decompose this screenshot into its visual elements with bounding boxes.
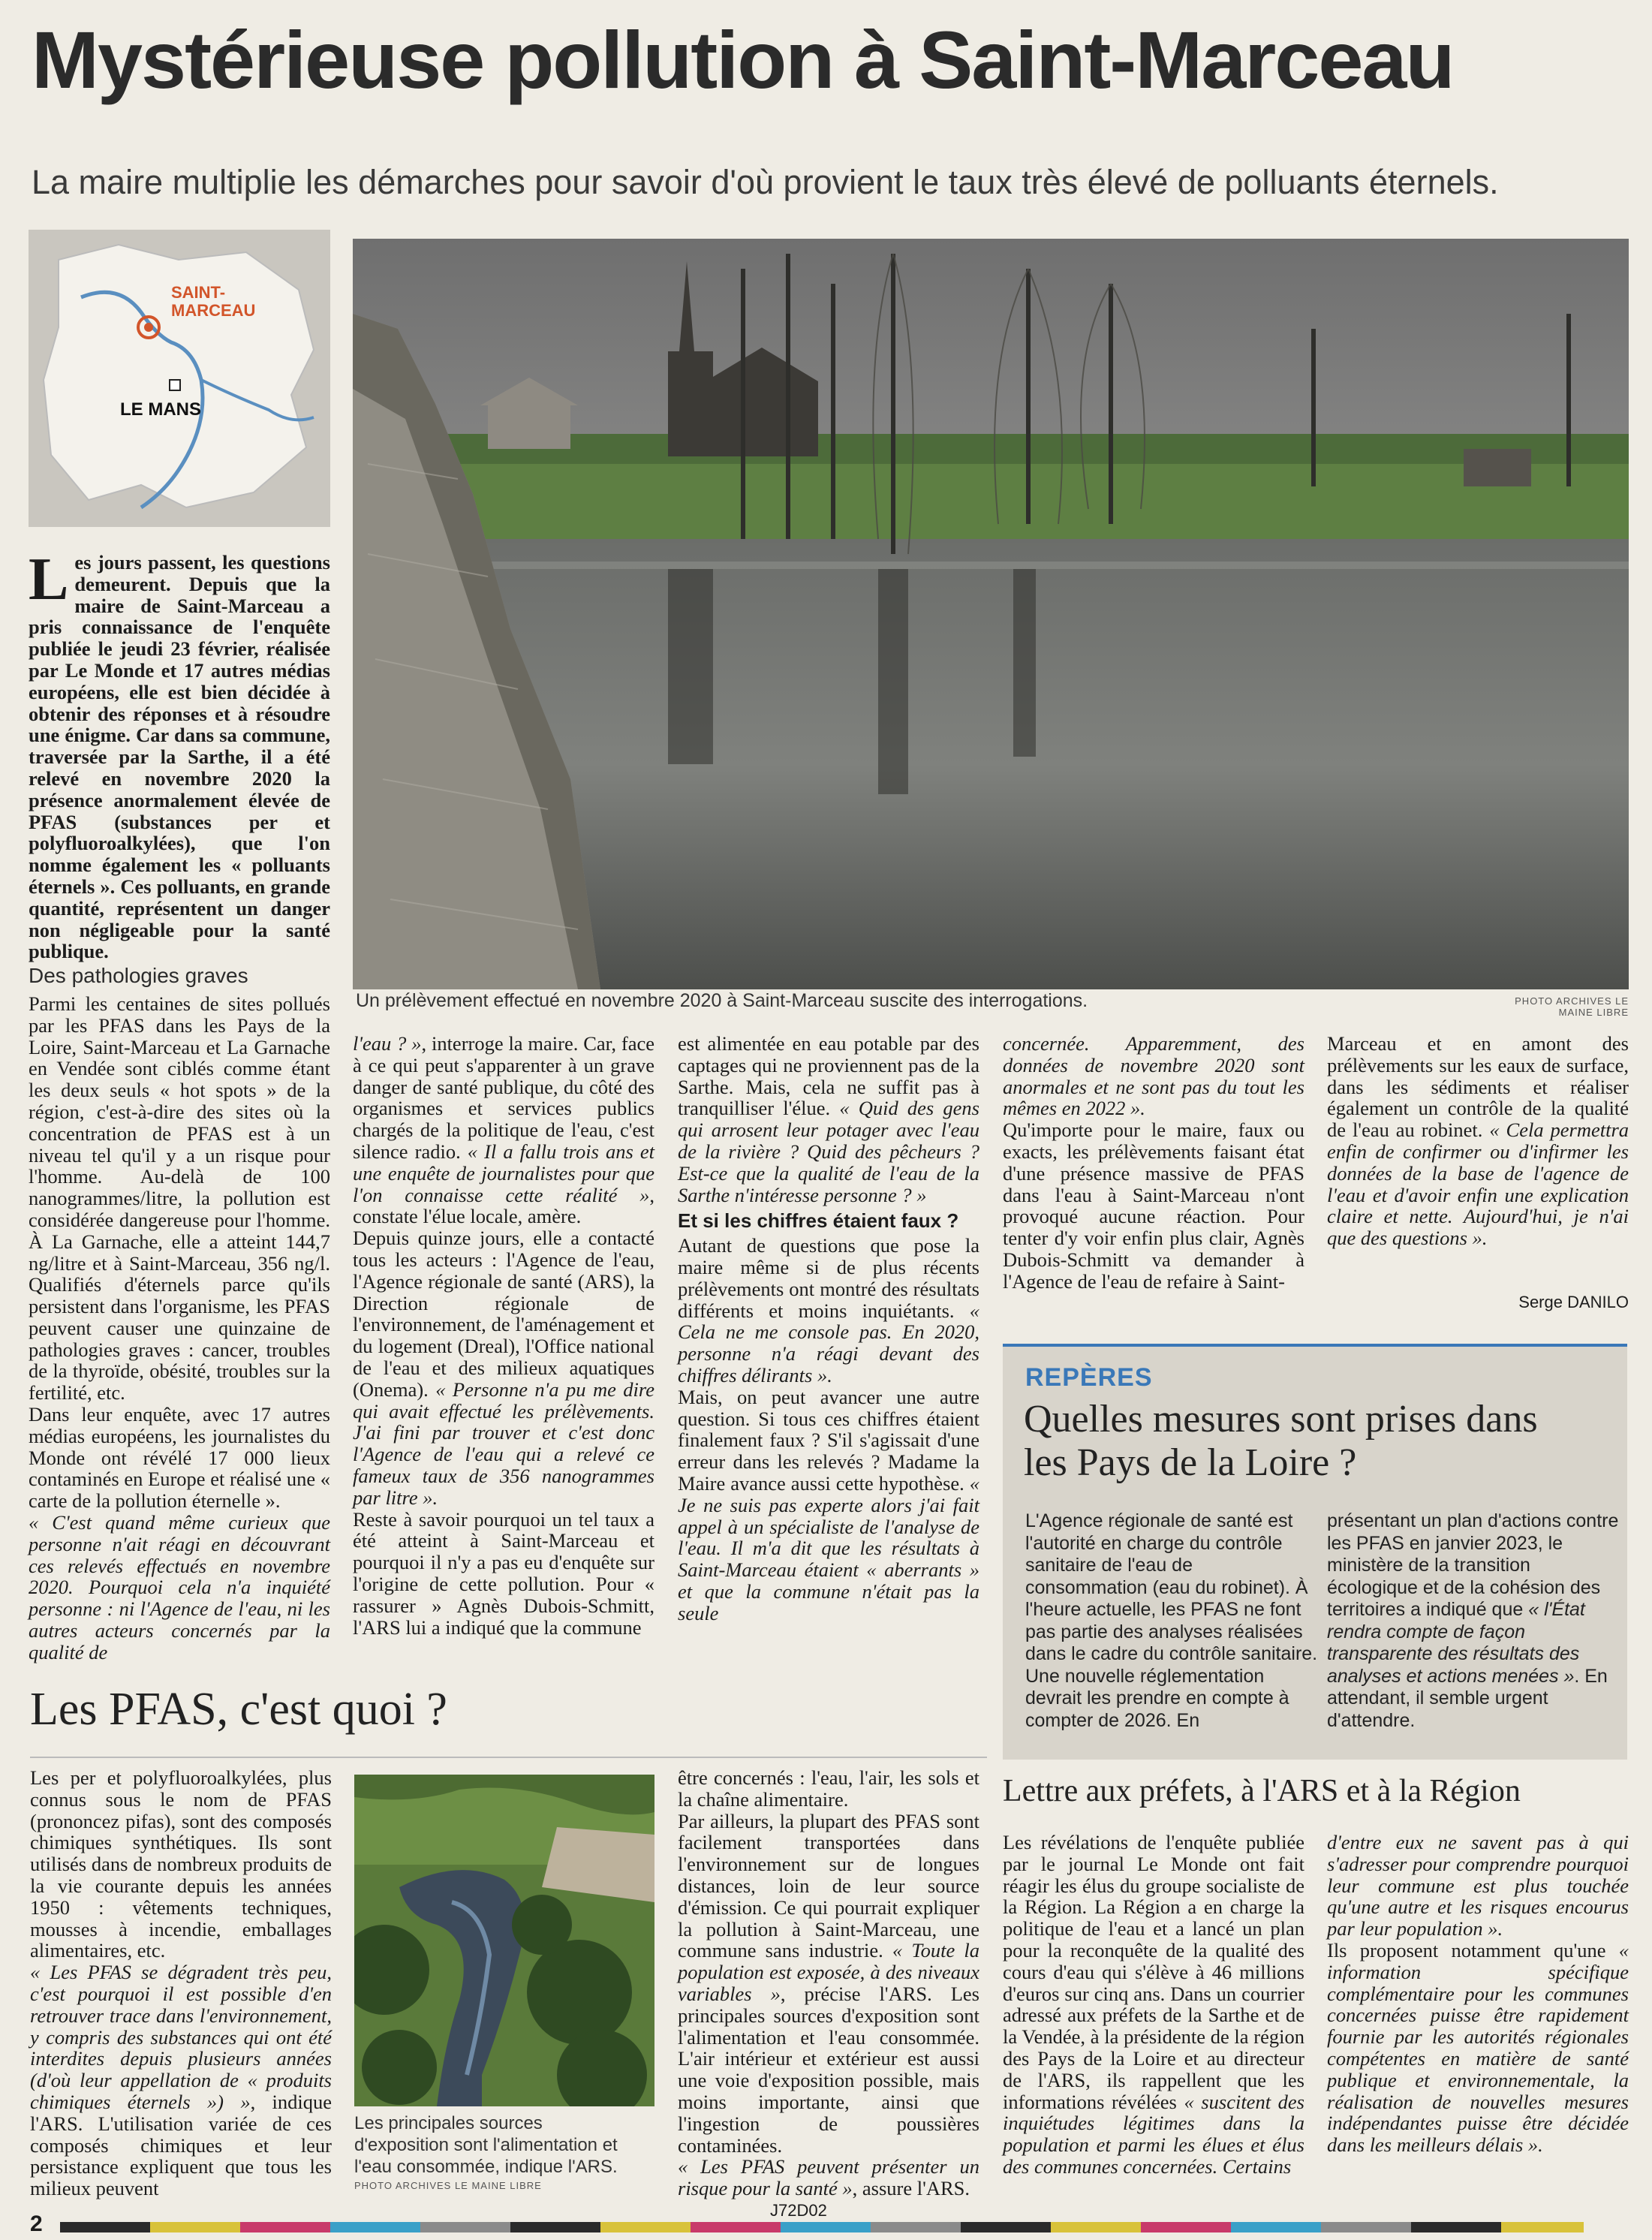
quote: « suscitent des inquiétudes légitimes dans la population et parmi les élues et élus des communes concernées. Certains — [1003, 2090, 1304, 2178]
paragraph: Marceau et en amont des prélèvements sur les eaux de surface, dans les sédiments et réaliser également un contrôle de la qualité de l'eau au robinet. « Cela permettra enfin de confirmer ou d'infirmer les données de la base de l'agence de l'eau et d'avoir enfin une explication claire et nette. Aujourd'hui, je n'ai que des questions ». — [1327, 1032, 1629, 1250]
quote: « Les PFAS peuvent présenter un risque pour la santé » — [678, 2155, 979, 2200]
map-label-city: LE MANS — [120, 399, 201, 420]
quote: « Personne n'a pu me dire qui avait effectué les prélèvements. J'ai fini par trouver et c'est donc l'Agence de l'eau qui a relevé ce fameux taux de 356 nanogrammes par litre ». — [353, 1377, 654, 1509]
pfas-photo — [354, 1775, 654, 2106]
pfas-rule — [30, 1757, 987, 1758]
paragraph: « Les PFAS peuvent présenter un risque pour la santé », assure l'ARS. — [678, 2155, 979, 2200]
reperes-column-1: L'Agence régionale de santé est l'autorité en charge du contrôle sanitaire de l'eau de consommation (eau du robinet). À l'heure actuelle, les PFAS ne font pas partie des analyses réalisées dans le cadre du contrôle sanitaire. Une nouvelle réglementation devrait les prendre en compte à compter de 2026. En — [1025, 1510, 1318, 1731]
locator-map — [29, 230, 330, 527]
paragraph: Parmi les centaines de sites pollués par les PFAS dans les Pays de la Loire, Saint-Marceau et La Garnache en Vendée sont ciblés comme étant les deux seuls « hot spots » de la région, c'est-à-dire des sites où la concentration de PFAS est à un niveau tel qu'il y a un risque pour l'homme. Au-delà de 100 nanogrammes/litre, la pollution est considérée dangereuse pour l'homme. À La Garnache, elle a atteint 144,7 ng/litre et à Saint-Marceau, 356 ng/l. Qualifiés d'éternels parce qu'ils persistent dans l'organisme, les PFAS peuvent causer une quinzaine de pathologies graves : cancer, troubles de la thyroïde, obésité, troubles sur la fertilité, etc. — [29, 992, 330, 1405]
paragraph: Depuis quinze jours, elle a contacté tous les acteurs : l'Agence de l'eau, l'Agence régionale de santé (ARS), la Direction régionale de l'environnement, de l'aménagement et du logement (Dreal), l'Office national de l'eau et des milieux aquatiques (Onema). « Personne n'a pu me dire qui avait effectué les prélèvements. J'ai fini par trouver et c'est donc l'Agence de l'eau qui a relevé ce fameux taux de 356 nanogrammes par litre ». — [353, 1227, 654, 1509]
paragraph: l'eau ? », interroge la maire. Car, face à ce qui peut s'apparenter à un grave danger de santé publique, du côté des organismes et services publics chargés de la politique de l'eau, c'est silence radio. « Il a fallu trois ans et une enquête de journalistes pour que l'on connaisse cette réalité », constate l'élue locale, amère. — [353, 1032, 654, 1228]
paragraph: Par ailleurs, la plupart des PFAS sont facilement transportées dans l'environnement sur de longues distances, loin de leur source d'émission. Ce qui pourrait expliquer la pollution à Saint-Marceau, une commune sans industrie. « Toute la population est exposée, à des niveaux variables », précise l'ARS. Les principales sources d'exposition sont l'alimentation et l'eau consommée. L'air intérieur et extérieur est aussi une voie d'exposition possible, mais moins importante, ainsi que l'ingestion de poussières contaminées. — [678, 1809, 979, 2157]
quote: « information spécifique complémentaire pour les communes concernées puisse être rapidement fournie par les autorités régionales compétentes en matière de santé publique et environnementale, la réalisation de nouvelles mesures indépendantes puisse être décidée dans les meilleurs délais ». — [1327, 1938, 1629, 2157]
paragraph: Autant de questions que pose la maire même si de plus récents prélèvements ont montré des résultats différents et moins inquiétants. « Cela ne me console pas. En 2020, personne n'a réagi devant des chiffres délirants ». — [678, 1234, 979, 1386]
reperes-box — [1003, 1344, 1627, 1760]
lettre-column-1 — [1003, 1832, 1304, 2178]
quote-paragraph: concernée. Apparemment, des données de novembre 2020 sont anormales et ne sont pas du tout les mêmes en 2022 ». — [1003, 1032, 1304, 1120]
pfas-column-3 — [678, 1767, 979, 2199]
drop-cap: L — [29, 546, 69, 613]
print-color-bar — [60, 2222, 1629, 2232]
photo-caption: Un prélèvement effectué en novembre 2020 à Saint-Marceau suscite des interrogations. — [356, 990, 1088, 1011]
article-column-2 — [353, 1033, 654, 1638]
page-subtitle: La maire multiplie les démarches pour savoir d'où provient le taux très élevé de polluants éternels. — [32, 163, 1499, 201]
paragraph: est alimentée en eau potable par des captages qui ne proviennent pas de la Sarthe. Mais, cela ne suffit pas à tranquilliser l'élue. « Quid des gens qui arrosent leur potager avec l'eau de la rivière ? Quid des pêcheurs ? Est-ce que la qualité de l'eau de la Sarthe n'intéresse personne ? » — [678, 1032, 979, 1206]
reperes-column-2: présentant un plan d'actions contre les PFAS en janvier 2023, le ministère de la transition écologique et de la cohésion des territoires a indiqué que « l'État rendra compte de façon transparente des résultats des analyses et actions menées ». En attendant, il semble urgent d'attendre. — [1327, 1510, 1619, 1731]
pfas-heading: Les PFAS, c'est quoi ? — [30, 1684, 447, 1735]
reperes-title: Quelles mesures sont prises dans les Pays de la Loire ? — [1024, 1398, 1538, 1484]
map-label-town-1: SAINT- — [171, 283, 226, 302]
paragraph: Les per et polyfluoroalkylées, plus connus sous le nom de PFAS (prononcez pifas), sont des composés chimiques synthétiques. Ils sont utilisés dans de nombreux produits de la vie courante depuis les années 1950 : vêtements techniques, mousses à incendie, emballages alimentaires, etc. — [30, 1766, 332, 1962]
quote: « l'État rendra compte de façon transparente des résultats des analyses et actions menées » — [1327, 1599, 1585, 1687]
page-title: Mystérieuse pollution à Saint-Marceau — [32, 14, 1454, 105]
quote: « Cela permettra enfin de confirmer ou d'infirmer les données de la base de l'agence de l'eau et d'avoir enfin une explication claire et nette. Aujourd'hui, je n'ai que des questions ». — [1327, 1118, 1629, 1250]
article-column-3 — [678, 1033, 979, 1624]
paragraph: Les révélations de l'enquête publiée par le journal Le Monde ont fait réagir les élus du groupe socialiste de la Région. La Région a en charge la politique de l'eau et a lancé un plan pour la reconquête de la qualité des cours d'eau qui s'élève à 46 millions d'euros sur cinq ans. Dans un courrier adressé aux préfets de la Sarthe et de la Vendée, à la présidente de la région des Pays de la Loire et au directeur de l'ARS, ils rappellent que les informations révélées « suscitent des inquiétudes légitimes dans la population et parmi les élues et élus des communes concernées. Certains — [1003, 1831, 1304, 2178]
quote: « Cela ne me console pas. En 2020, personne n'a réagi devant des chiffres délirants ». — [678, 1299, 979, 1386]
article-column-4 — [1003, 1033, 1304, 1293]
pfas-photo-caption: Les principales sources d'exposition sont l'alimentation et l'eau consommée, indique l'ARS. — [354, 2113, 618, 2177]
quote: « Je ne suis pas experte alors j'ai fait appel à un spécialiste de l'analyse de l'eau. Il m'a dit que les résultats à Saint-Marceau étaient « aberrants » et que la commune n'était pas la seule — [678, 1471, 979, 1624]
quote: l'eau ? » — [353, 1032, 422, 1055]
article-signature: Serge DANILO — [1518, 1293, 1629, 1311]
reperes-tag: REPÈRES — [1025, 1363, 1153, 1392]
paragraph: Ils proposent notamment qu'une « information spécifique complémentaire pour les communes concernées puisse être rapidement fournie par les autorités régionales compétentes en matière de santé publique et environnementale, la réalisation de nouvelles mesures indépendantes puisse être décidée dans les meilleurs délais ». — [1327, 1938, 1629, 2157]
paragraph: Dans leur enquête, avec 17 autres médias européens, les journalistes du Monde ont révélé 17 000 lieux contaminés en Europe et réalisé une « carte de la pollution éternelle ». — [29, 1403, 330, 1513]
river-aerial-photo — [354, 1775, 654, 2106]
map-label-town-2: MARCEAU — [171, 301, 256, 320]
quote-paragraph: « C'est quand même curieux que personne n'ait réagi en découvrant ces relevés effectués en novembre 2020. Pourquoi cela n'a inquiété personne : ni l'Agence de l'eau, ni les autres acteurs concernés par la qualité de — [29, 1511, 330, 1663]
paragraph: Mais, on peut avancer une autre question. Si tous ces chiffres étaient finalement faux ? S'il s'agissait d'une erreur dans les relevés ? Madame la Maire avance aussi cette hypothèse. « Je ne suis pas experte alors j'ai fait appel à un spécialiste de l'analyse de l'eau. Il m'a dit que les résultats à Saint-Marceau étaient « aberrants » et que la commune n'était pas la seule — [678, 1385, 979, 1624]
photo-credit: PHOTO ARCHIVES LE MAINE LIBRE — [1515, 995, 1629, 1018]
paragraph: « Les PFAS se dégradent très peu, c'est pourquoi il est possible d'en retrouver trace dans l'environnement, y compris des substances qui ont été interdites depuis plusieurs années (d'où leur appellation de « produits chimiques éternels ») », indique l'ARS. L'utilisation variée de ces composés chimiques et leur persistance expliquent que tous les milieux peuvent — [30, 1961, 332, 2200]
article-lead — [29, 546, 330, 963]
pfas-column-1 — [30, 1767, 332, 2199]
quote-paragraph: d'entre eux ne savent pas à qui s'adresser pour comprendre pourquoi leur commune est plus touchée qu'une autre et les risques encourus par leur population ». — [1327, 1831, 1629, 1940]
locator-map-graphic — [29, 230, 330, 527]
article-lead-text: es jours passent, les questions demeurent. Depuis que la maire de Saint-Marceau a pris connaissance de l'enquête publiée le jeudi 23 février, réalisée par Le Monde et 17 autres médias européens, elle est bien décidée à obtenir des réponses et à résoudre une énigme. Car dans sa commune, traversée par la Sarthe, il a été relevé en novembre 2020 la présence anormalement élevée de PFAS (substances per et polyfluoroalkylées), que l'on nomme également les « polluants éternels ». Ces polluants, en grande quantité, représentent un danger non négligeable pour la santé publique. — [29, 551, 330, 963]
lettre-heading: Lettre aux préfets, à l'ARS et à la Région — [1003, 1774, 1521, 1808]
paragraph: Qu'importe pour le maire, faux ou exacts, les prélèvements faisant état d'une présence massive de PFAS dans l'eau à Saint-Marceau n'ont provoqué aucune réaction. Pour tenter d'y voir enfin plus clair, Agnès Dubois-Schmitt va demander à l'Agence de l'eau de refaire à Saint- — [1003, 1118, 1304, 1293]
subhead-pathologies: Des pathologies graves — [29, 964, 248, 988]
subhead-chiffres: Et si les chiffres étaient faux ? — [678, 1209, 959, 1233]
pfas-photo-credit: PHOTO ARCHIVES LE MAINE LIBRE — [354, 2180, 542, 2191]
lettre-column-2 — [1327, 1832, 1629, 2156]
river-church-photo — [353, 239, 1629, 989]
quote: « Toute la population est exposée, à des niveaux variables » — [678, 1939, 979, 2005]
paragraph: être concernés : l'eau, l'air, les sols et la chaîne alimentaire. — [678, 1766, 979, 1811]
article-column-5 — [1327, 1033, 1629, 1249]
quote: « Quid des gens qui arrosent leur potager avec l'eau de la rivière ? Quid des pêcheurs ? Est-ce que la qualité de l'eau de la Sarthe n'intéresse personne ? » — [678, 1097, 979, 1206]
quote: « Les PFAS se dégradent très peu, c'est pourquoi il est possible d'en retrouver trace dans l'environnement, y compris des substances qui ont été interdites depuis plusieurs années (d'où leur appellation de « produits chimiques éternels ») » — [30, 1961, 332, 2113]
main-photo — [353, 239, 1629, 989]
page-number: 2 — [30, 2211, 43, 2236]
paragraph: Reste à savoir pourquoi un tel taux a été atteint à Saint-Marceau et pourquoi il n'y a pas eu d'enquête sur l'origine de cette pollution. Pour « rassurer » Agnès Dubois-Schmitt, l'ARS lui a indiqué que la commune — [353, 1507, 654, 1639]
quote: « Il a fallu trois ans et une enquête de journalistes pour que l'on connaisse cette réalité » — [353, 1140, 654, 1206]
page-code: J72D02 — [766, 2201, 832, 2220]
article-column-1 — [29, 546, 330, 1663]
